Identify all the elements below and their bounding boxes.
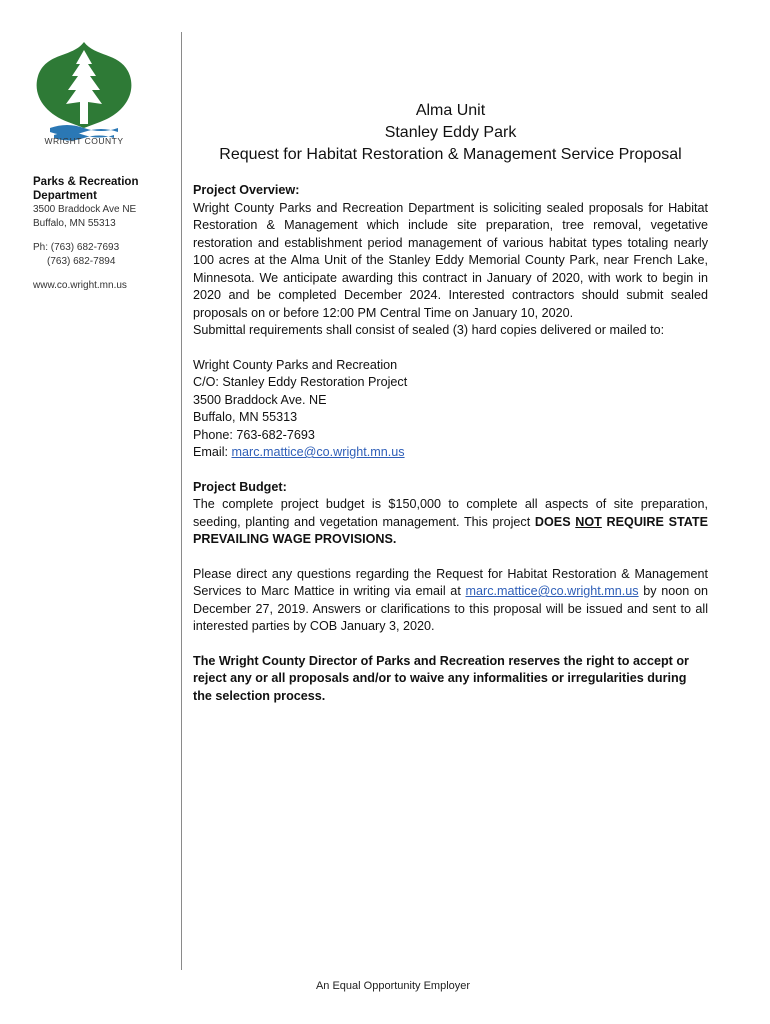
phone-line-1: Ph: (763) 682-7693 xyxy=(33,242,120,253)
mailing-email-row xyxy=(193,444,708,462)
budget-text: The complete project budget is $150,000 to complete all aspects of site preparation, seeding, planting and vegetation management. This project xyxy=(193,497,708,529)
submittal-text: Submittal requirements shall consist of sealed (3) hard copies delivered or mailed to: xyxy=(193,323,665,337)
address-line-2: Buffalo, MN 55313 xyxy=(33,217,116,229)
document-title xyxy=(193,100,708,166)
vertical-divider xyxy=(181,32,182,970)
questions-text-before: Please direct any questions regarding the Request for Habitat Restoration & Management Services to Marc Mattice in writing via email at xyxy=(193,566,708,598)
mailing-line-1: Wright County Parks and Recreation xyxy=(193,357,398,372)
email-label: Email: xyxy=(193,445,232,459)
questions-email-link[interactable]: marc.mattice@co.wright.mn.us xyxy=(465,584,639,598)
website-link[interactable]: www.co.wright.mn.us xyxy=(33,280,127,291)
document-body xyxy=(193,182,708,705)
department-name: Parks & Recreation Department xyxy=(33,176,139,202)
mailing-phone: Phone: 763-682-7693 xyxy=(193,427,315,442)
budget-heading: Project Budget: xyxy=(193,479,287,494)
reservation-statement: The Wright County Director of Parks and Recreation reserves the right to accept or reject any or all proposals and/or to waive any informalities or irregularities during the selection process. xyxy=(193,653,689,703)
mailing-address xyxy=(193,357,708,462)
email-link[interactable]: marc.mattice@co.wright.mn.us xyxy=(231,445,405,459)
mailing-line-4: Buffalo, MN 55313 xyxy=(193,410,298,424)
wright-county-logo xyxy=(28,36,140,148)
phone-line-2: (763) 682-7894 xyxy=(47,255,116,267)
budget-not: NOT xyxy=(575,514,602,529)
mailing-line-3: 3500 Braddock Ave. NE xyxy=(193,392,327,407)
overview-paragraph: Wright County Parks and Recreation Department is soliciting sealed proposals for Habitat Restoration & Management which include site preparation, tree removal, vegetative restoration and establishment period management of various habitat types totaling nearly 100 acres at the Alma Unit of the Stanley Eddy Memorial County Park, near French Lake, Minnesota. We anticipate awarding this contract in January of 2020, with work to begin in 2020 and be completed December 2024. Interested contractors should submit sealed proposals on or before 12:00 PM Central Time on January 10, 2020. xyxy=(193,200,708,320)
title-line-2: Stanley Eddy Park xyxy=(384,124,517,141)
questions-paragraph xyxy=(193,566,708,636)
mailing-line-2: C/O: Stanley Eddy Restoration Project xyxy=(193,375,408,389)
overview-heading: Project Overview: xyxy=(193,183,300,197)
budget-paragraph xyxy=(193,496,708,549)
questions-text-after: by noon on December 27, 2019. Answers or clarifications to this proposal will be issued and sent to all interested parties by COB January 3, 2020. xyxy=(193,584,708,633)
footer-text: An Equal Opportunity Employer xyxy=(315,980,471,992)
letterhead-sidebar xyxy=(33,175,173,293)
title-line-3: Request for Habitat Restoration & Management Service Proposal xyxy=(219,146,682,163)
logo-caption: WRIGHT COUNTY xyxy=(44,136,124,146)
budget-wage-provisions: REQUIRE STATE PREVAILING WAGE PROVISIONS. xyxy=(193,514,708,546)
budget-does: DOES xyxy=(534,514,576,529)
title-line-1: Alma Unit xyxy=(415,102,486,119)
address-line-1: 3500 Braddock Ave NE xyxy=(33,204,137,215)
